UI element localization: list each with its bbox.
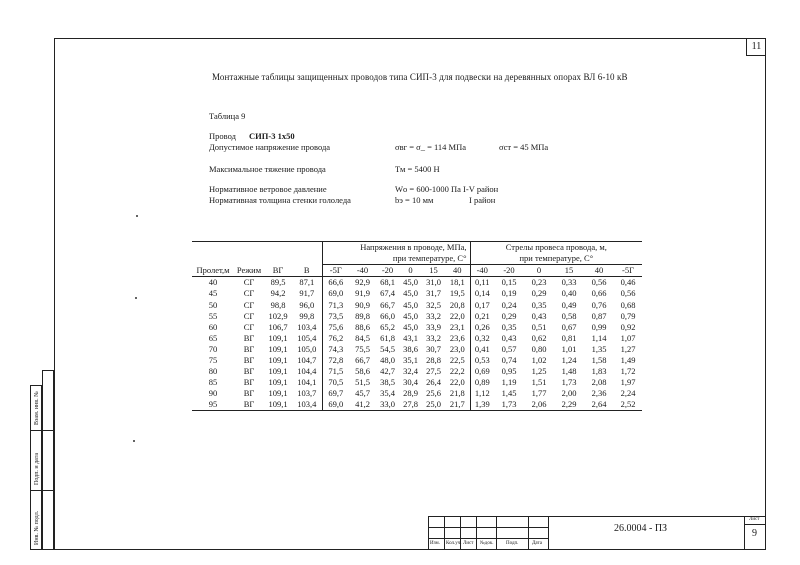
column-header: ВГ (264, 265, 292, 277)
title-block-line (444, 516, 445, 550)
tb-label-data: Дата (532, 541, 542, 546)
table-cell: 0,80 (531, 343, 547, 354)
table-cell: 0,57 (501, 343, 517, 354)
table-cell: 91,9 (355, 288, 370, 299)
table-cell: 75 (208, 354, 218, 365)
table-cell: 0,41 (470, 344, 494, 355)
stamp-label-inv-no: Инв. № подл. (34, 510, 40, 545)
table-cell: 2,08 (591, 377, 607, 388)
table-cell: ВГ (243, 343, 255, 354)
document-heading: Монтажные таблицы защищенных проводов типа СИП-3 для подвески на деревянных опорах ВЛ 6-10 кВ (212, 72, 628, 82)
table-cell: 1,73 (561, 377, 577, 388)
allowable-stress-value: σвг = σ_ = 114 МПа (395, 142, 467, 152)
column-header: -40 (470, 265, 494, 277)
table-cell: 1,72 (620, 366, 636, 377)
table-cell: 45,0 (403, 299, 418, 310)
table-cell: СГ (243, 321, 255, 332)
table-cell: 22,2 (449, 366, 465, 377)
table-cell: 73,5 (322, 311, 349, 322)
wind-value: Wо = 600-1000 Па I-V район (395, 184, 499, 194)
table-label: Таблица 9 (209, 111, 246, 121)
table-cell: 0,68 (620, 299, 636, 310)
stamp-inner-strip (42, 370, 54, 550)
stress-subheader: при температуре, С° (322, 253, 470, 265)
table-cell: 58,6 (355, 366, 370, 377)
table-cell: 23,1 (449, 321, 465, 332)
table-cell: 1,48 (561, 366, 577, 377)
sag-subheader: при температуре, С° (470, 253, 642, 265)
table-cell: 0,76 (591, 299, 607, 310)
table-cell: 2,29 (554, 399, 584, 411)
scan-speck (136, 215, 138, 217)
table-cell: 31,7 (426, 288, 441, 299)
table-cell: 33,0 (376, 399, 399, 411)
stamp-label-sign-date: Подп. и дата (34, 452, 40, 485)
ice-region: I район (469, 195, 496, 205)
table-cell: 0,51 (531, 321, 547, 332)
table-cell: 1,45 (501, 388, 517, 399)
header-blank (192, 242, 322, 254)
table-cell: 88,6 (355, 321, 370, 332)
table-cell: 66,6 (322, 277, 349, 289)
table-cell: 21,8 (449, 388, 465, 399)
table-cell: 1,77 (531, 388, 547, 399)
table-cell: 1,07 (620, 332, 636, 343)
scan-speck (133, 440, 135, 442)
title-block-line (428, 538, 548, 539)
column-header: 40 (445, 265, 470, 277)
table-cell: 2,06 (524, 399, 554, 411)
table-cell: 95 (192, 399, 234, 411)
table-cell: 0,43 (531, 310, 547, 321)
table-cell: 0,69 (470, 366, 494, 377)
title-block (428, 516, 766, 550)
table-cell: 1,25 (531, 366, 547, 377)
table-cell: 0,53 (470, 355, 494, 366)
table-row (192, 355, 642, 366)
table-cell: 69,7 (322, 388, 349, 399)
table-cell: 103,4 (292, 399, 322, 411)
table-cell: 1,73 (494, 399, 524, 411)
table-cell: 0,11 (470, 277, 494, 289)
table-cell: 43,1 (403, 332, 418, 343)
table-cell: 0,58 (561, 310, 577, 321)
table-cell: 1,49 (620, 354, 636, 365)
table-cell: 105,4 (297, 332, 317, 343)
table-cell: 0,33 (561, 277, 577, 288)
table-cell: 0,66 (591, 288, 607, 299)
document-code: 26.0004 - ПЗ (614, 523, 668, 534)
table-cell: 71,3 (322, 299, 349, 310)
table-cell: 68,1 (380, 277, 395, 288)
table-cell: ВГ (243, 354, 255, 365)
table-row (192, 299, 642, 310)
allowable-stress-value2: σст = 45 МПа (499, 142, 549, 152)
table-cell: 26,4 (426, 377, 441, 388)
table-cell: 0,32 (470, 333, 494, 344)
table-cell: 45,0 (403, 288, 418, 299)
table-cell: 2,24 (620, 388, 636, 399)
title-block-line (528, 516, 529, 550)
table-cell: 98,8 (270, 299, 286, 310)
table-row (192, 344, 642, 355)
title-block-line (744, 524, 766, 525)
stamp-divider (30, 490, 54, 491)
header-blank-2 (192, 253, 322, 265)
column-header: 15 (422, 265, 445, 277)
table-cell: 90,9 (355, 299, 370, 310)
table-cell: 0,17 (470, 299, 494, 310)
column-header: 0 (524, 265, 554, 277)
table-cell: 0,21 (470, 311, 494, 322)
table-cell: 45,7 (355, 388, 370, 399)
table-cell: 89,8 (355, 310, 370, 321)
table-cell: 61,8 (380, 332, 395, 343)
table-cell: 28,9 (403, 388, 418, 399)
table-cell: 0,87 (591, 310, 607, 321)
ice-label: Нормативная толщина стенки гололеда (209, 195, 351, 205)
table-cell: 70,5 (322, 377, 349, 388)
table-cell: 94,2 (270, 288, 286, 299)
column-header: Пролет,м (192, 265, 234, 277)
table-cell: 89,5 (270, 277, 286, 288)
table-cell: 0,49 (561, 299, 577, 310)
stamp-divider (30, 430, 54, 431)
table-row (192, 311, 642, 322)
table-cell: ВГ (243, 377, 255, 388)
column-header: 40 (584, 265, 614, 277)
table-cell: 27,8 (399, 399, 422, 411)
table-cell: 2,00 (561, 388, 577, 399)
table-cell: 0,35 (501, 321, 517, 332)
title-block-line (496, 516, 497, 550)
table-cell: 1,19 (501, 377, 517, 388)
table-cell: 87,1 (299, 277, 315, 288)
table-cell: 103,4 (297, 321, 317, 332)
allowable-stress-label: Допустимое напряжение провода (209, 142, 331, 152)
table-row (192, 377, 642, 388)
title-block-line (476, 516, 477, 550)
table-cell: 30,4 (403, 377, 418, 388)
table-cell: 23,0 (449, 343, 465, 354)
table-cell: 0,67 (561, 321, 577, 332)
table-cell: 40 (208, 277, 218, 288)
table-cell: 96,0 (299, 299, 315, 310)
table-cell: 45,0 (403, 277, 418, 288)
table-cell: 32,4 (403, 366, 418, 377)
table-row (192, 288, 642, 299)
table-cell: 0,15 (501, 277, 517, 288)
table-cell: 105,0 (297, 343, 317, 354)
tb-label-doc: №док. (480, 541, 494, 546)
tb-label-kol: Кол.уч. (446, 541, 462, 546)
table-cell: 70 (208, 343, 218, 354)
table-cell: 2,36 (591, 388, 607, 399)
table-cell: 22,0 (449, 310, 465, 321)
table-cell: 67,4 (380, 288, 395, 299)
table-cell: 0,56 (591, 277, 607, 288)
table-cell: 45,0 (403, 310, 418, 321)
table-cell: 91,7 (299, 288, 315, 299)
table-row (192, 399, 642, 411)
table-cell: 0,62 (531, 332, 547, 343)
table-cell: 80 (208, 366, 218, 377)
table-cell: 0,99 (591, 321, 607, 332)
table-cell: 71,5 (322, 366, 349, 377)
title-block-line (428, 527, 548, 528)
max-tension-value: Тм = 5400 Н (395, 164, 440, 174)
table-body (192, 277, 642, 411)
table-cell: 1,27 (620, 343, 636, 354)
table-cell: 30,7 (426, 343, 441, 354)
table-cell: 38,5 (380, 377, 395, 388)
tb-label-list: Лист (463, 541, 474, 546)
table-cell: 33,9 (426, 321, 441, 332)
table-row (192, 366, 642, 377)
table-cell: ВГ (243, 332, 255, 343)
table-cell: 109,1 (268, 377, 288, 388)
table-cell: 45 (208, 288, 218, 299)
table-cell: 66,7 (380, 299, 395, 310)
table-cell: 41,2 (349, 399, 376, 411)
column-header: 15 (554, 265, 584, 277)
table-cell: 0,92 (620, 321, 636, 332)
table-cell: 1,39 (470, 399, 494, 411)
table-cell: 0,43 (501, 332, 517, 343)
table-cell: 0,89 (470, 377, 494, 388)
table-cell: 45,0 (403, 321, 418, 332)
table-cell: 18,1 (449, 277, 465, 288)
column-header: В (292, 265, 322, 277)
table-cell: 25,0 (422, 399, 445, 411)
wind-label: Нормативное ветровое давление (209, 184, 327, 194)
table-cell: 31,0 (426, 277, 441, 288)
table-cell: 99,8 (299, 310, 315, 321)
table-cell: 109,1 (268, 332, 288, 343)
table-cell: 65,2 (380, 321, 395, 332)
table-cell: 1,02 (531, 354, 547, 365)
table-cell: 20,8 (449, 299, 465, 310)
table-cell: СГ (243, 277, 255, 288)
table-cell: 69,0 (322, 399, 349, 411)
stress-header: Напряжения в проводе, МПа, (322, 242, 470, 254)
wire-label: Провод (209, 131, 236, 141)
page-number: 11 (746, 38, 766, 56)
table-cell: 27,5 (426, 366, 441, 377)
table-cell: 23,6 (449, 332, 465, 343)
column-header: -20 (376, 265, 399, 277)
max-tension-label: Максимальное тяжение провода (209, 164, 326, 174)
table-cell: 54,5 (380, 343, 395, 354)
table-cell: 0,56 (620, 288, 636, 299)
table-cell: СГ (243, 310, 255, 321)
column-header: -20 (494, 265, 524, 277)
table-cell: 90 (208, 388, 218, 399)
table-cell: 0,29 (531, 288, 547, 299)
table-cell: 22,5 (449, 354, 465, 365)
table-row (192, 322, 642, 333)
table-cell: 72,8 (322, 355, 349, 366)
table-cell: 1,14 (591, 332, 607, 343)
table-cell: 106,7 (268, 321, 288, 332)
table-cell: 1,51 (531, 377, 547, 388)
table-cell: 21,7 (445, 399, 470, 411)
table-cell: 65 (208, 332, 218, 343)
table-cell: 0,81 (561, 332, 577, 343)
scan-speck (135, 297, 137, 299)
column-header: -5Г (614, 265, 642, 277)
table-cell: 84,5 (355, 332, 370, 343)
table-cell: 60 (208, 321, 218, 332)
table-cell: 0,74 (501, 354, 517, 365)
table-cell: 0,14 (470, 288, 494, 299)
table-cell: ВГ (243, 388, 255, 399)
column-header: 0 (399, 265, 422, 277)
table-cell: 109,1 (268, 354, 288, 365)
table-row (192, 277, 642, 289)
table-cell: 76,2 (322, 333, 349, 344)
tb-label-izm: Изм. (430, 541, 440, 546)
table-cell: 19,5 (449, 288, 465, 299)
table-cell: 1,83 (591, 366, 607, 377)
table-cell: 104,7 (297, 354, 317, 365)
table-cell: 38,6 (403, 343, 418, 354)
table-cell: 2,52 (614, 399, 642, 411)
table-cell: 35,4 (380, 388, 395, 399)
table-cell: 66,7 (355, 354, 370, 365)
table-cell: 28,8 (426, 354, 441, 365)
table-cell: 0,46 (620, 277, 636, 288)
sag-header: Стрелы провеса провода, м, (470, 242, 642, 254)
table-cell: 22,0 (449, 377, 465, 388)
table-row (192, 388, 642, 399)
column-header: -40 (349, 265, 376, 277)
sheet-number: 9 (752, 528, 757, 539)
table-cell: 55 (208, 310, 218, 321)
column-header-row (192, 265, 642, 277)
table-cell: 0,29 (501, 310, 517, 321)
table-cell: 25,6 (426, 388, 441, 399)
table-cell: 109,1 (268, 388, 288, 399)
title-block-line (548, 516, 549, 550)
table-cell: 1,35 (591, 343, 607, 354)
table-cell: 1,12 (470, 388, 494, 399)
table-cell: 1,01 (561, 343, 577, 354)
table-cell: 48,0 (380, 354, 395, 365)
table-cell: 85 (208, 377, 218, 388)
table-cell: 50 (208, 299, 218, 310)
table-cell: 104,4 (297, 366, 317, 377)
table-cell: 103,7 (297, 388, 317, 399)
table-cell: 2,64 (584, 399, 614, 411)
table-cell: 109,1 (268, 343, 288, 354)
table-cell: 1,24 (561, 354, 577, 365)
table-cell: ВГ (234, 399, 264, 411)
table-cell: 92,9 (355, 277, 370, 288)
wire-name: СИП-3 1х50 (249, 131, 295, 141)
title-block-line (744, 516, 745, 550)
table-cell: 32,5 (426, 299, 441, 310)
table-cell: 1,58 (591, 354, 607, 365)
table-cell: 0,24 (501, 299, 517, 310)
table-cell: 74,3 (322, 344, 349, 355)
table-cell: 104,1 (297, 377, 317, 388)
table-cell: 0,19 (501, 288, 517, 299)
table-cell: 0,23 (531, 277, 547, 288)
table-cell: 75,6 (322, 322, 349, 333)
ice-value: bэ = 10 мм (395, 195, 434, 205)
column-header: Режим (234, 265, 264, 277)
table-cell: 0,79 (620, 310, 636, 321)
table-cell: 109,1 (268, 366, 288, 377)
table-cell: ВГ (243, 366, 255, 377)
table-cell: 0,40 (561, 288, 577, 299)
column-header: -5Г (322, 265, 349, 277)
table-cell: 51,5 (355, 377, 370, 388)
table-cell: 0,95 (501, 366, 517, 377)
table-cell: 69,0 (322, 288, 349, 299)
table-cell: 33,2 (426, 332, 441, 343)
table-cell: 109,1 (264, 399, 292, 411)
table-row (192, 333, 642, 344)
stamp-label-replace: Взам. инв. № (34, 391, 40, 425)
table-cell: 0,35 (531, 299, 547, 310)
table-cell: 102,9 (268, 310, 288, 321)
table-cell: 75,5 (355, 343, 370, 354)
table-cell: 42,7 (380, 366, 395, 377)
tb-label-podp: Подп. (506, 541, 519, 546)
sheet-label: Лист (749, 517, 760, 522)
table-cell: 66,0 (380, 310, 395, 321)
table-cell: 1,97 (620, 377, 636, 388)
table-cell: СГ (243, 299, 255, 310)
table-cell: 0,26 (470, 322, 494, 333)
table-cell: 33,2 (426, 310, 441, 321)
stress-sag-table (192, 241, 642, 411)
table-cell: 35,1 (403, 354, 418, 365)
table-cell: СГ (243, 288, 255, 299)
